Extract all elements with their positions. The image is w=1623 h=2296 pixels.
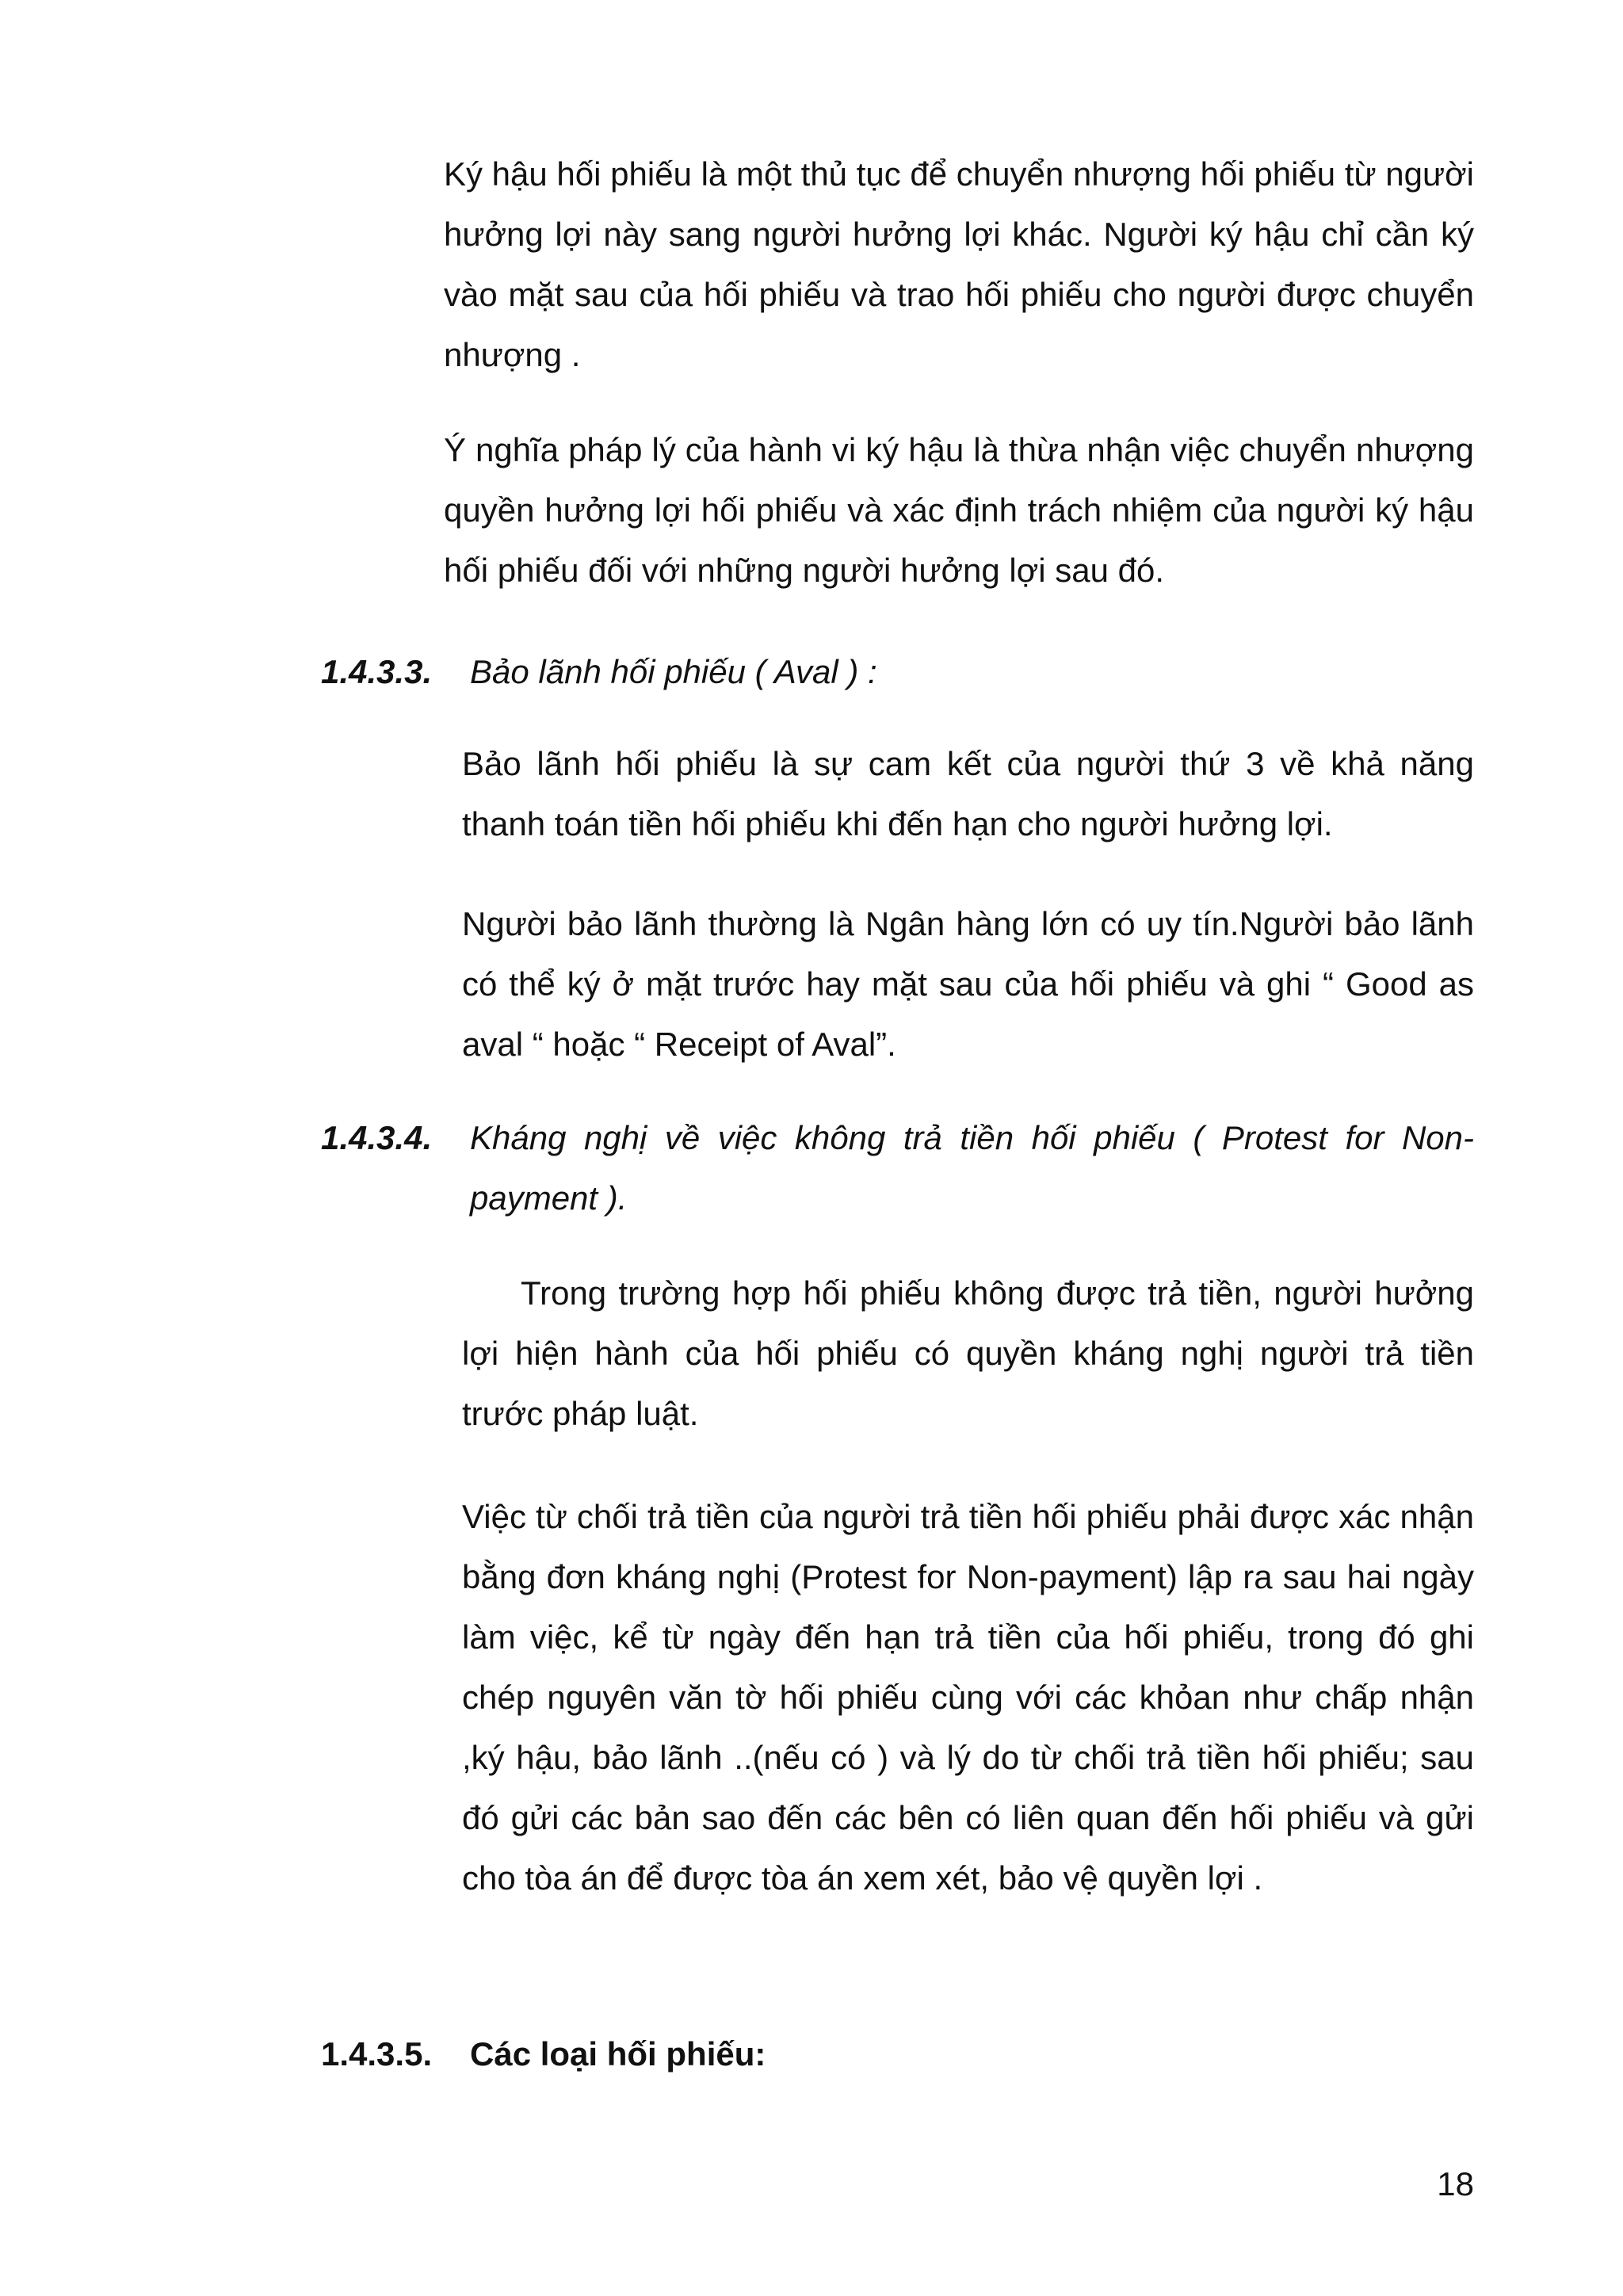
paragraph-endorsement-legal-meaning: Ý nghĩa pháp lý của hành vi ký hậu là thừa nhận việc chuyển nhượng quyền hưởng lợi hối phiếu và xác định trách nhiệm của người ký hậu hối phiếu đối với những người hưởng lợi sau đó.: [444, 431, 1474, 589]
section-heading-1-4-3-3: [321, 642, 1474, 702]
section-title: Kháng nghị về việc không trả tiền hối phiếu ( Protest for Non-payment ).: [470, 1119, 1474, 1217]
section-number: 1.4.3.4.: [321, 1119, 433, 1156]
section-number: 1.4.3.3.: [321, 653, 433, 690]
section-title: Bảo lãnh hối phiếu ( Aval ) :: [470, 653, 877, 690]
paragraph-protest-procedure: Việc từ chối trả tiền của người trả tiền hối phiếu phải được xác nhận bằng đơn kháng nghị (Protest for Non-payment) lập ra sau hai ngày làm việc, kể từ ngày đến hạn trả tiền của hối phiếu, trong đó ghi chép nguyên văn tờ hối phiếu cùng với các khỏan như chấp nhận ,ký hậu, bảo lãnh ..(nếu có ) và lý do từ chối trả tiền hối phiếu; sau đó gửi các bản sao đến các bên có liên quan đến hối phiếu và gửi cho tòa án để được tòa án xem xét, bảo vệ quyền lợi .: [462, 1498, 1474, 1897]
section-title: Các loại hối phiếu:: [470, 2035, 766, 2073]
paragraph-protest-right: Trong trường hợp hối phiếu không được trả tiền, người hưởng lợi hiện hành của hối phiếu có quyền kháng nghị người trả tiền trước pháp luật.: [462, 1274, 1474, 1432]
section-number: 1.4.3.5.: [321, 2035, 433, 2073]
paragraph-aval-guarantor: Người bảo lãnh thường là Ngân hàng lớn có uy tín.Người bảo lãnh có thể ký ở mặt trước hay mặt sau của hối phiếu và ghi “ Good as aval “ hoặc “ Receipt of Aval”.: [462, 905, 1474, 1063]
section-heading-1-4-3-4: [321, 1108, 1474, 1228]
paragraph-endorsement: Ký hậu hối phiếu là một thủ tục để chuyển nhượng hối phiếu từ người hưởng lợi này sang người hưởng lợi khác. Người ký hậu chỉ cần ký vào mặt sau của hối phiếu và trao hối phiếu cho người được chuyển nhượng .: [444, 155, 1474, 373]
page-number: 18: [1437, 2165, 1474, 2202]
section-heading-1-4-3-5: [321, 2024, 1474, 2084]
paragraph-aval-definition: Bảo lãnh hối phiếu là sự cam kết của người thứ 3 về khả năng thanh toán tiền hối phiếu khi đến hạn cho người hưởng lợi.: [462, 745, 1474, 842]
